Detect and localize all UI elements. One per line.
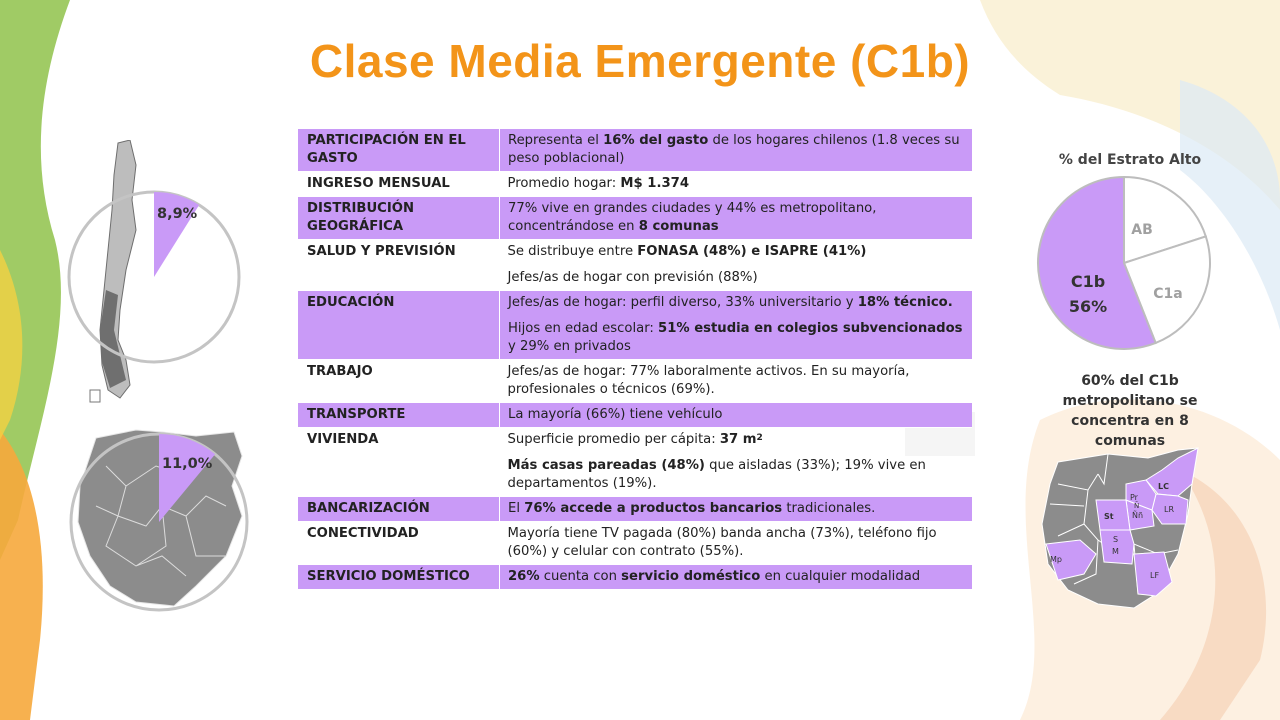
text-segment: 8 comunas [638, 219, 719, 234]
row-paragraph [508, 132, 964, 168]
text-segment: Se distribuye entre [507, 244, 638, 259]
row-label: CONECTIVIDAD [298, 522, 500, 565]
text-segment: 77% vive en grandes ciudades y 44% es metropolitano, concentrándose en [508, 201, 877, 234]
table-row [298, 129, 972, 172]
text-segment: Jefes/as de hogar: perfil diverso, 33% universitario y [508, 295, 858, 310]
segment-label-c1b: C1b [1070, 272, 1106, 291]
metro-pct-label: 11,0% [162, 456, 213, 472]
comuna-text-lf: LF [1150, 571, 1160, 580]
row-paragraph [508, 269, 965, 287]
row-label: DISTRIBUCIÓN GEOGRÁFICA [298, 197, 500, 240]
comuna-text-pr: Pr [1130, 493, 1138, 502]
row-value [500, 497, 973, 522]
row-paragraph [508, 500, 964, 518]
row-paragraph [508, 406, 964, 424]
chile-map-pie [60, 140, 260, 410]
row-value [500, 240, 973, 291]
table-row [298, 497, 972, 522]
text-segment: 51% estudia en colegios subvencionados [658, 321, 963, 336]
profile-table [298, 129, 972, 590]
comuna-text-m: M [1112, 547, 1119, 556]
text-segment: y 29% en privados [508, 339, 631, 354]
right-pie-title: % del Estrato Alto [1058, 152, 1202, 168]
text-segment: de los hogares chilenos (1.8 veces su peso poblacional) [508, 133, 960, 166]
text-segment: Superficie promedio per cápita: [507, 432, 720, 447]
row-paragraph [508, 175, 965, 193]
table-row [298, 403, 972, 428]
text-segment: que aisladas (33%); 19% vive en departamentos (19%). [507, 458, 926, 491]
text-segment: 26% [508, 569, 540, 584]
row-value [500, 428, 973, 497]
text-segment: 76% accede a productos bancarios [524, 501, 783, 516]
row-paragraph [508, 431, 965, 449]
row-value [500, 129, 973, 172]
row-paragraph [508, 525, 965, 561]
comuna-text-lc: LC [1158, 482, 1169, 491]
table-row [298, 360, 972, 403]
chile-map-icon [90, 140, 136, 402]
text-segment: M$ 1.374 [620, 176, 689, 191]
row-value [500, 565, 973, 590]
row-value [500, 197, 973, 240]
text-segment: servicio doméstico [621, 569, 761, 584]
text-segment: en cualquier modalidad [760, 569, 921, 584]
row-value [500, 291, 973, 360]
table-row [298, 522, 972, 565]
row-paragraph [508, 363, 965, 399]
row-label: PARTICIPACIÓN EN EL GASTO [298, 129, 500, 172]
text-segment: Más casas pareadas (48%) [507, 458, 705, 473]
row-value [500, 172, 973, 197]
text-segment: Representa el [508, 133, 604, 148]
row-paragraph [508, 320, 964, 356]
row-label: INGRESO MENSUAL [298, 172, 500, 197]
row-paragraph [508, 457, 965, 493]
text-segment: La mayoría (66%) tiene vehículo [508, 407, 723, 422]
text-segment: Promedio hogar: [507, 176, 621, 191]
text-segment: 2 [756, 433, 763, 443]
page-title: Clase Media Emergente (C1b) [309, 35, 971, 87]
row-paragraph [508, 568, 964, 586]
table-row [298, 197, 972, 240]
table-row [298, 428, 972, 497]
row-label: BANCARIZACIÓN [298, 497, 500, 522]
metro-map-pie [66, 426, 252, 616]
comuna-text-mp: Mp [1050, 555, 1062, 564]
row-value [500, 403, 973, 428]
segment-label-c1a: C1a [1153, 286, 1183, 302]
text-segment: Hijos en edad escolar: [508, 321, 659, 336]
national-pie-slice [154, 192, 199, 277]
row-label: TRABAJO [298, 360, 500, 403]
comuna-text-n: Ñ [1134, 502, 1140, 510]
text-segment: FONASA (48%) e ISAPRE (41%) [637, 244, 867, 259]
text-segment: El [508, 501, 525, 516]
text-segment: Jefes/as de hogar: 77% laboralmente activos. En su mayoría, profesionales o técnicos (69%). [507, 364, 910, 397]
text-segment: 16% del gasto [603, 133, 709, 148]
row-value [500, 522, 973, 565]
row-paragraph [508, 243, 965, 261]
row-paragraph [508, 200, 964, 236]
text-segment: 37 m [719, 432, 757, 447]
row-label: EDUCACIÓN [298, 291, 500, 360]
segment-value-c1b: 56% [1068, 297, 1108, 316]
row-label: VIVIENDA [298, 428, 500, 497]
text-segment: tradicionales. [782, 501, 876, 516]
row-value [500, 360, 973, 403]
table-row [298, 565, 972, 590]
row-label: TRANSPORTE [298, 403, 500, 428]
text-segment: Jefes/as de hogar con previsión (88%) [507, 270, 758, 285]
row-label: SERVICIO DOMÉSTICO [298, 565, 500, 590]
santiago-comunas-map [1038, 444, 1208, 614]
national-pct-label: 8,9% [157, 206, 198, 222]
comuna-text-s: S [1113, 535, 1119, 544]
segment-label-ab: AB [1131, 222, 1153, 238]
comuna-text-st: St [1104, 512, 1114, 521]
metro-note: 60% del C1b metropolitano se concentra en 8 comunas [1062, 373, 1198, 449]
comuna-text-nn: Ññ [1132, 511, 1144, 520]
text-segment: Mayoría tiene TV pagada (80%) banda ancha (73%), teléfono fijo (60%) y celular con contrato (55%). [507, 526, 937, 559]
table-row [298, 240, 972, 291]
row-label: SALUD Y PREVISIÓN [298, 240, 500, 291]
text-segment: 18% técnico. [857, 295, 953, 310]
table-row [298, 291, 972, 360]
table-row [298, 172, 972, 197]
row-paragraph [508, 294, 964, 312]
comuna-text-lr: LR [1164, 505, 1175, 514]
estrato-alto-pie [1036, 175, 1212, 351]
text-segment: cuenta con [539, 569, 622, 584]
